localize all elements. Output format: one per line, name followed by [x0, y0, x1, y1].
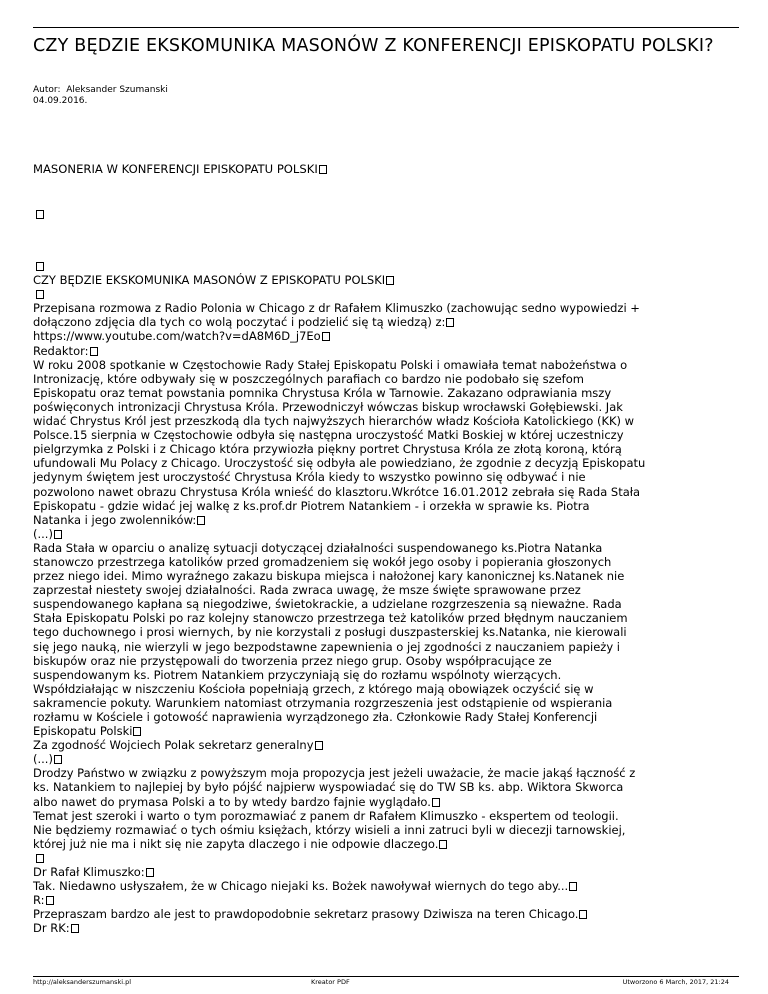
- body-line-text: Polsce.15 sierpnia w Częstochowie odbyła się następna uroczystość Matki Boskiej w której uczestniczy: [33, 428, 624, 443]
- body-line: [33, 358, 739, 372]
- body-line: [33, 823, 739, 837]
- body-line: [33, 583, 739, 597]
- missing-glyph-box: [90, 347, 98, 356]
- body-line: [33, 597, 739, 611]
- body-line-text: się jego nauką, nie wierzyli w jego bezpodstawne zapewnienia o jej zgodności z nauczaniem papieży i: [33, 639, 620, 654]
- missing-glyph-box: [54, 530, 62, 539]
- body-line: [33, 442, 739, 456]
- body-line: [33, 456, 739, 470]
- body-line: [33, 625, 739, 639]
- missing-glyph-box: [46, 896, 54, 905]
- body-line: [33, 795, 739, 809]
- body-line: [33, 569, 739, 583]
- footer-url: http://aleksanderszumanski.pl: [33, 978, 132, 986]
- body-line-text: Tak. Niedawno usłyszałem, że w Chicago niejaki ks. Bożek nawoływał wiernych do tego aby...: [33, 879, 569, 894]
- section-heading: [33, 162, 327, 176]
- body-line: [33, 386, 739, 400]
- body-line-text: Intronizację, które odbywały się w poszczególnych parafiach co bardzo nie podobało się szefom: [33, 371, 584, 386]
- body-line: [33, 907, 739, 921]
- body-line: [33, 893, 739, 907]
- missing-glyph-box: [36, 262, 44, 271]
- body-line-text: tego duchownego i prosi wiernych, by nie korzystali z posługi duszpasterskiej ks.Natanka, nie kierowali: [33, 625, 627, 640]
- body-line-text: sakramencie pokuty. Warunkiem natomiast otrzymania rozgrzeszenia jest odstąpienie od wspierania: [33, 695, 613, 710]
- body-line-text: Dr Rafał Klimuszko:: [33, 865, 145, 880]
- missing-glyph-box: [133, 727, 141, 736]
- missing-glyph-box: [146, 868, 154, 877]
- footer-generator: Kreator PDF: [311, 978, 350, 986]
- body-line: [33, 611, 739, 625]
- body-line-text: Stała Episkopatu Polski po raz kolejny stanowczo przestrzega też katolików przed błędnym nauczaniem: [33, 611, 628, 626]
- body-line-text: pielgrzymka z Polski i z Chicago która przywiozła piękny portret Chrystusa Króla ze złotą koroną, którą: [33, 442, 622, 457]
- body-line: [33, 668, 739, 682]
- body-line-text: https://www.youtube.com/watch?v=dA8M6D_j7Eo: [33, 329, 321, 344]
- body-line: [33, 879, 739, 893]
- body-line-text: widać Chrystus Król jest przeszkodą dla tych najwyższych hierarchów władz Kościoła Katolickiego (KK) w: [33, 414, 635, 429]
- missing-glyph-box: [446, 318, 454, 327]
- body-line: [33, 837, 739, 851]
- body-line-text: Przepisana rozmowa z Radio Polonia w Chicago z dr Rafałem Klimuszko (zachowując sedno wypowiedzi +: [33, 301, 640, 316]
- section-heading-text: MASONERIA W KONFERENCJI EPISKOPATU POLSKI: [33, 162, 318, 176]
- missing-glyph-box: [579, 910, 587, 919]
- body-line-text: suspendowanym ks. Piotrem Natankiem przyczyniają się do rozłamu wspólnoty wierzących.: [33, 667, 562, 682]
- body-line-text: Episkopatu - gdzie widać jej walkę z ks.prof.dr Piotrem Natankiem - i orzekła w sprawie ks. Piotra: [33, 498, 590, 513]
- body-line-text: R:: [33, 893, 45, 908]
- body-line-text: Episkopatu oraz temat powstania pomnika Chrystusa Króla w Tarnowie. Zakazano odprawiania mszy: [33, 385, 612, 400]
- body-line: [33, 654, 739, 668]
- body-line-text: Episkopatu Polski: [33, 724, 133, 739]
- missing-glyph-box: [197, 516, 205, 525]
- body-line: [33, 809, 739, 823]
- body-line-text: (...): [33, 526, 53, 541]
- body-line-text: Współdziałając w niszczeniu Kościoła popełniają grzech, z którego mają obowiązek oczyścić się w: [33, 681, 594, 696]
- body-line-text: przez niego idei. Mimo wyraźnego zakazu biskupa miejsca i nałożonej kary kanonicznej ks.Natanek nie: [33, 569, 625, 584]
- body-line-text: ks. Natankiem to najlepiej by było pójść najpierw wyspowiadać się do TW SB ks. abp. Wiktora Skworca: [33, 780, 624, 795]
- missing-glyph-box: [386, 276, 394, 285]
- body-line-text: stanowczo przestrzega katolików przed gromadzeniem się wokół jego osoby i popierania głoszonych: [33, 554, 612, 569]
- body-line: [33, 527, 739, 541]
- body-line-text: Temat jest szeroki i warto o tym porozmawiać z panem dr Rafałem Klimuszko - ekspertem od teologii.: [33, 808, 619, 823]
- body-line: [33, 428, 739, 442]
- body-line-text: suspendowanego kapłana są niegodziwe, świetokrackie, a udzielane rozgrzeszenia są nieważne. Rada: [33, 597, 622, 612]
- body-line: [33, 752, 739, 766]
- article-body: [33, 259, 739, 936]
- body-line: [33, 470, 739, 484]
- missing-glyph-box: [432, 798, 440, 807]
- top-rule: [33, 27, 739, 28]
- body-line: [33, 682, 739, 696]
- body-line: [33, 414, 739, 428]
- body-line: [33, 344, 739, 358]
- body-line-text: poświęconych intronizacji Chrystusa Króla. Przewodniczył wówczas biskup wrocławski Gołębiewski. Jak: [33, 399, 623, 414]
- missing-glyph-box: [36, 854, 44, 863]
- missing-glyph-box: [319, 165, 327, 174]
- body-line: [33, 766, 739, 780]
- body-line: [33, 696, 739, 710]
- body-line: [33, 921, 739, 935]
- body-line-text: Rada Stała w oparciu o analizę sytuacji dotyczącej działalności suspendowanego ks.Piotra Natanka: [33, 540, 603, 555]
- body-line-text: Natanka i jego zwolenników:: [33, 512, 197, 527]
- body-line-text: (...): [33, 752, 53, 767]
- body-line-text: pozwolono nawet obrazu Chrystusa Króla wnieść do klasztoru.Wkrótce 16.01.2012 zebrała się Rada Stała: [33, 484, 641, 499]
- document-title: CZY BĘDZIE EKSKOMUNIKA MASONÓW Z KONFERENCJI EPISKOPATU POLSKI?: [33, 36, 714, 56]
- body-line: [33, 724, 739, 738]
- body-line-text: Za zgodność Wojciech Polak sekretarz generalny: [33, 738, 314, 753]
- body-line-text: Dr RK:: [33, 921, 70, 936]
- body-line: [33, 499, 739, 513]
- body-line: [33, 738, 739, 752]
- missing-glyph-box: [569, 882, 577, 891]
- body-line: [33, 513, 739, 527]
- body-line-text: biskupów oraz nie przystępowali do tworzenia przez niego grup. Osoby współpracujące ze: [33, 653, 552, 668]
- body-line: [33, 301, 739, 315]
- body-line-text: dołączono zdjęcia dla tych co wolą poczytać i podzielić się tą wiedzą) z:: [33, 315, 446, 330]
- body-line: [33, 541, 739, 555]
- body-line: [33, 865, 739, 879]
- missing-glyph-box: [71, 924, 79, 933]
- body-line-text: Przepraszam bardzo ale jest to prawdopodobnie sekretarz prasowy Dziwisza na teren Chicago.: [33, 907, 579, 922]
- missing-glyph-box: [54, 755, 62, 764]
- missing-glyph-box: [315, 741, 323, 750]
- body-line-text: CZY BĘDZIE EKSKOMUNIKA MASONÓW Z EPISKOPATU POLSKI: [33, 273, 386, 288]
- date-line: 04.09.2016.: [33, 95, 88, 106]
- body-line: [33, 400, 739, 414]
- body-line-text: Redaktor:: [33, 343, 89, 358]
- body-line-text: W roku 2008 spotkanie w Częstochowie Rady Stałej Episkopatu Polski i omawiała temat nabożeństwa o: [33, 357, 628, 372]
- body-line-text: Nie będziemy rozmawiać o tych ośmiu księżach, którzy wisieli a inni zatruci byli w diecezji tarnowskiej,: [33, 822, 626, 837]
- body-line-text: albo nawet do prymasa Polski a to by wtedy bardzo fajnie wyglądało.: [33, 794, 431, 809]
- body-line: [33, 851, 739, 865]
- author-line: Autor: Aleksander Szumanski: [33, 85, 168, 95]
- missing-glyph-box: [35, 205, 44, 223]
- missing-glyph-box: [322, 332, 330, 341]
- missing-glyph-box: [36, 290, 44, 299]
- body-line: [33, 485, 739, 499]
- body-line: [33, 273, 739, 287]
- body-line: [33, 780, 739, 794]
- body-line-text: ufundowali Mu Polacy z Chicago. Uroczystość się odbyła ale powiedziano, że zgodnie z decyzją Episkopatu: [33, 456, 646, 471]
- body-line-text: zaprzestał niestety swojej działalności. Rada zwraca uwagę, że msze święte sprawowane przez: [33, 583, 581, 598]
- body-line: [33, 372, 739, 386]
- body-line: [33, 555, 739, 569]
- body-line-text: rozłamu w Kościele i gotowość naprawienia wyrządzonego zła. Członkowie Rady Stałej Konferencji: [33, 710, 598, 724]
- body-line-text: jedynym świętem jest uroczystość Chrystusa Króla kiedy to wszystko powinno się odbywać i nie: [33, 470, 586, 485]
- body-line: [33, 710, 739, 724]
- body-line: [33, 315, 739, 329]
- body-line-text: której już nie ma i nikt się nie zapyta dlaczego i nie odpowie dlaczego.: [33, 836, 439, 851]
- missing-glyph-box: [36, 210, 44, 219]
- missing-glyph-box: [439, 840, 447, 849]
- page-footer: [33, 976, 739, 986]
- body-line: [33, 259, 739, 273]
- body-line: [33, 329, 739, 343]
- body-line: [33, 640, 739, 654]
- body-line: [33, 287, 739, 301]
- body-line-text: Drodzy Państwo w związku z powyższym moja propozycja jest jeżeli uważacie, że macie jakąś łączność z: [33, 766, 636, 781]
- document-meta: [33, 85, 168, 106]
- footer-created: Utworzono 6 March, 2017, 21:24: [622, 978, 729, 986]
